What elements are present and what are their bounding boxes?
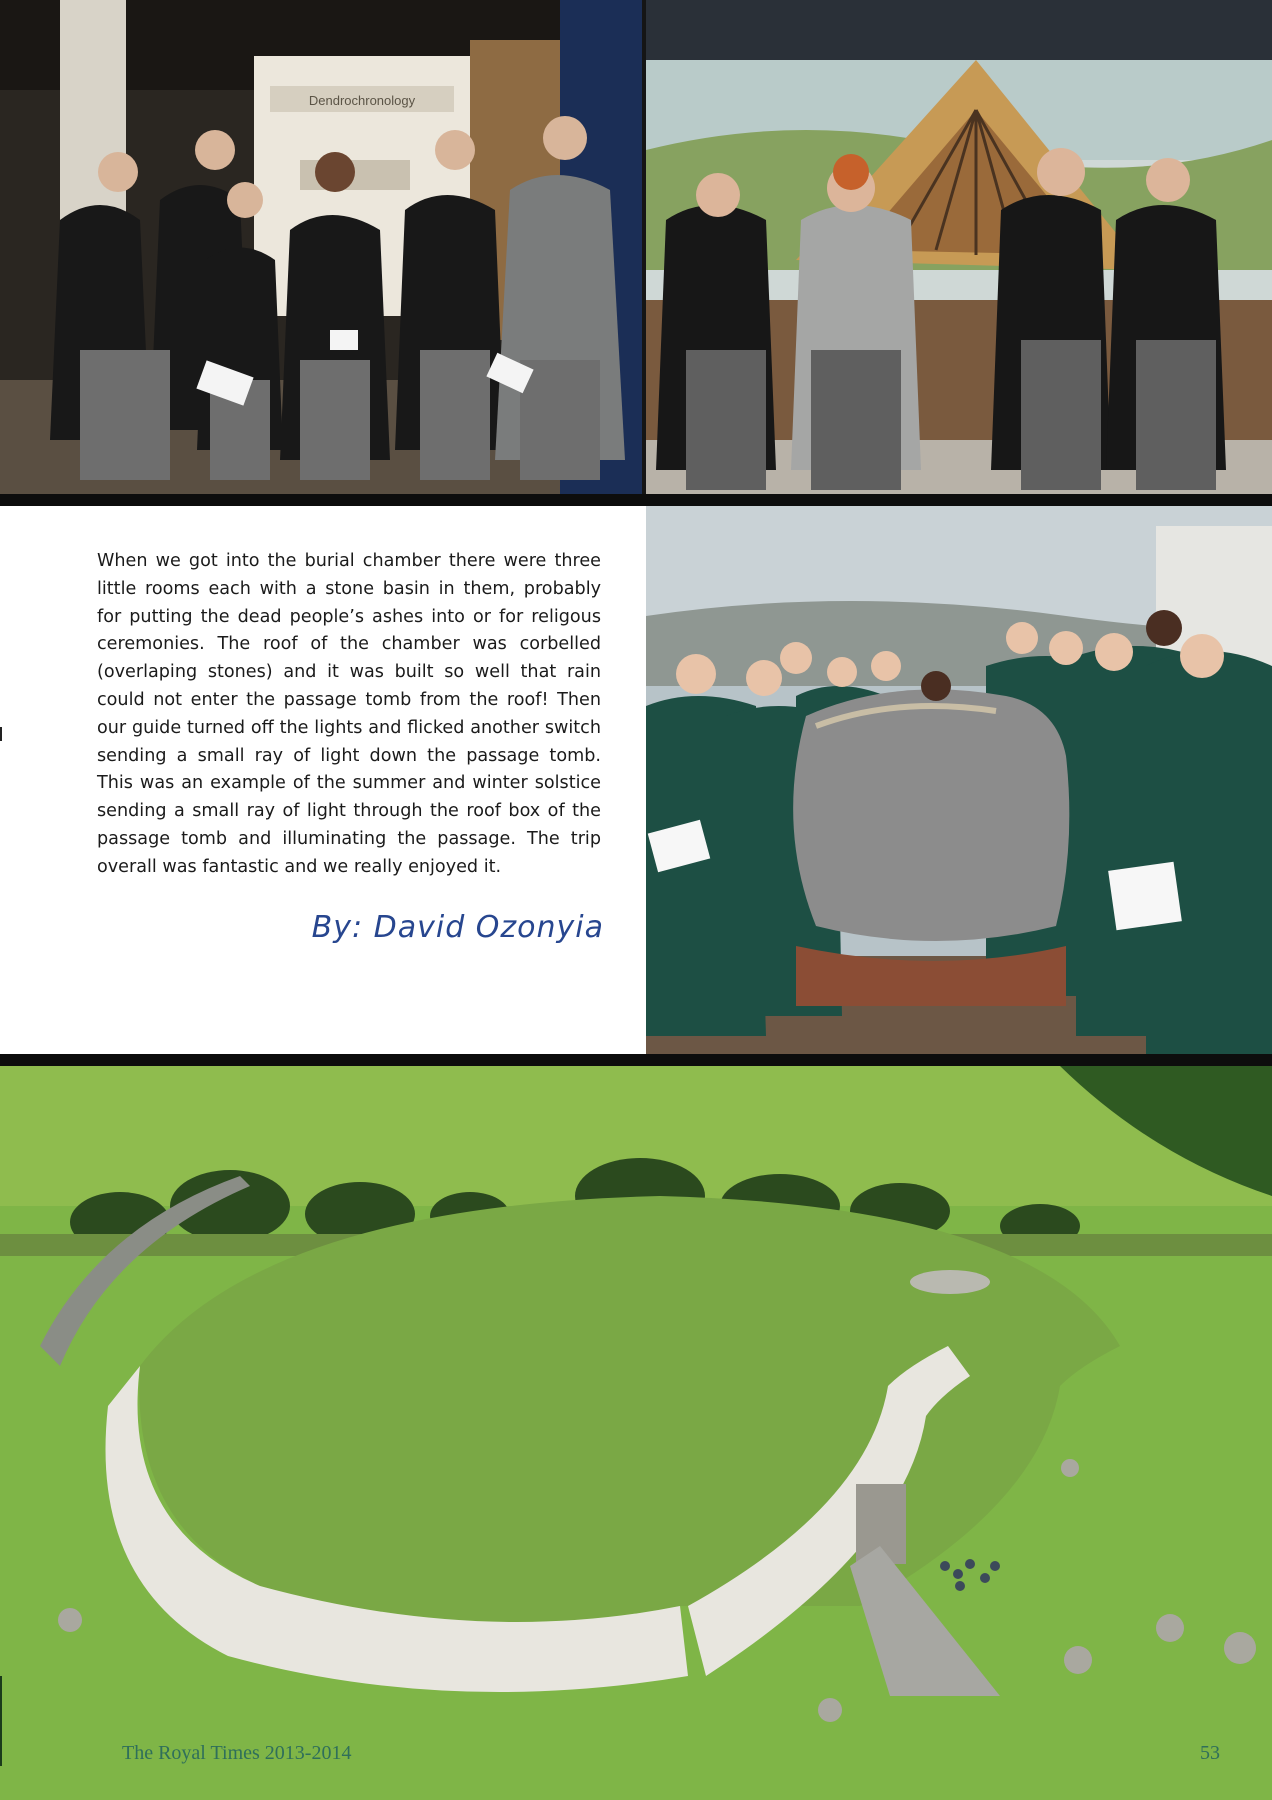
article-byline: By: David Ozonyia xyxy=(311,910,604,945)
footer-publication-title: The Royal Times 2013-2014 xyxy=(122,1742,352,1764)
footer-page-number: 53 xyxy=(1200,1742,1220,1764)
photo-students-stone-display xyxy=(646,506,1272,1054)
margin-mark xyxy=(0,727,2,741)
photo-aerial-passage-tomb xyxy=(0,1066,1272,1800)
photo-band-middle xyxy=(0,1054,1272,1066)
photo-students-museum xyxy=(0,0,642,494)
exhibit-panel-heading: Dendrochronology xyxy=(308,93,416,108)
photo-students-roundhouse xyxy=(646,0,1272,494)
photo-band-top xyxy=(0,494,1272,506)
margin-mark-lower xyxy=(0,1676,2,1766)
article-body: When we got into the burial chamber there were three little rooms each with a stone basin in them, probably for putting the dead people’s ashes into or for religous ceremonies. The roof of the chamber was corbelled (overlaping stones) and it was built so well that rain could not enter the passage tomb from the roof! Then our guide turned off the lights and flicked another switch sending a small ray of light down the passage tomb. This was an example of the summer and winter solstice sending a small ray of light through the roof box of the passage tomb and illuminating the passage. The trip overall was fantastic and we really enjoyed it. xyxy=(97,551,601,877)
